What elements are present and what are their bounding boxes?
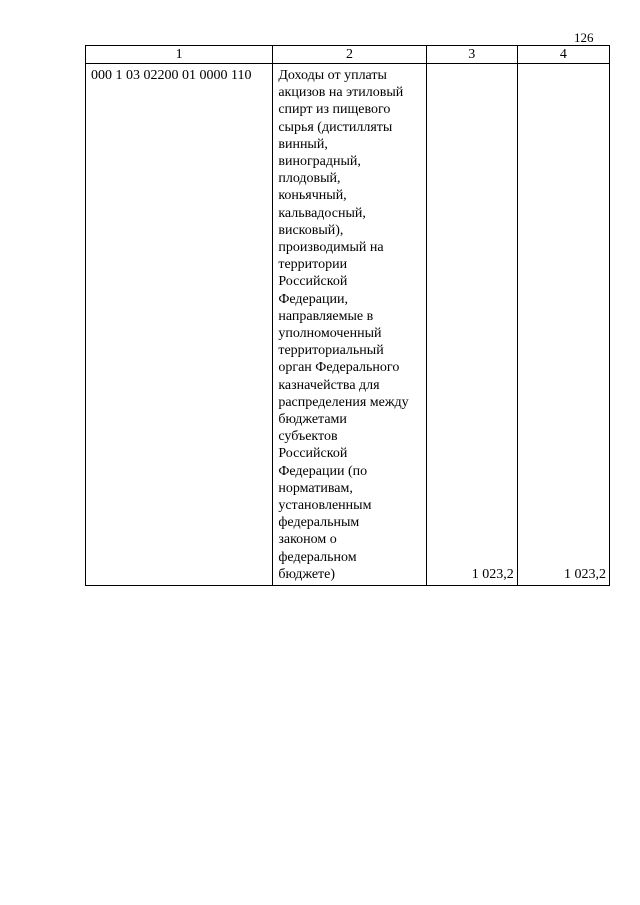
description-line: территории <box>278 257 348 273</box>
column-header-2: 2 <box>273 46 426 64</box>
description-line: Федерации (по <box>278 463 368 479</box>
description-line: производимый на <box>278 240 384 256</box>
description-line: виноградный, <box>278 154 361 170</box>
description-line: Российской <box>278 274 348 290</box>
description-line: кальвадосный, <box>278 205 366 221</box>
description-line: спирт из пищевого <box>278 102 391 118</box>
description-line: федеральным <box>278 515 360 531</box>
description-line: сырья (дистилляты <box>278 119 393 135</box>
description-line: Федерации, <box>278 291 348 307</box>
description-line: коньячный, <box>278 188 347 204</box>
description-line: федеральном <box>278 549 357 565</box>
description-line: направляемые в <box>278 308 374 324</box>
description-line: Доходы от уплаты <box>278 68 387 83</box>
revenue-description <box>273 64 426 586</box>
amount-column-3: 1 023,2 <box>426 64 517 586</box>
column-header-1: 1 <box>86 46 273 64</box>
description-line: уполномоченный <box>278 326 382 342</box>
page-number: 126 <box>574 30 594 45</box>
description-line: винный, <box>278 136 328 152</box>
description-line: бюджетами <box>278 412 347 428</box>
description-line: субъектов <box>278 429 338 445</box>
budget-table <box>85 45 610 586</box>
description-line: висковый), <box>278 222 344 238</box>
description-line: территориальный <box>278 343 384 359</box>
description-line: Российской <box>278 446 348 462</box>
column-header-4: 4 <box>517 46 609 64</box>
table-header-row <box>86 46 610 64</box>
description-line: акцизов на этиловый <box>278 85 404 101</box>
description-line: казначейства для <box>278 377 380 393</box>
description-line: законом о <box>278 532 337 548</box>
description-line: бюджете) <box>278 566 336 582</box>
description-line: нормативам, <box>278 480 353 496</box>
description-line: распределения между <box>278 394 409 410</box>
description-line: орган Федерального <box>278 360 400 376</box>
amount-column-4: 1 023,2 <box>517 64 609 586</box>
description-line: плодовый, <box>278 171 341 187</box>
table-row <box>86 64 610 586</box>
column-header-3: 3 <box>426 46 517 64</box>
budget-classification-code: 000 1 03 02200 01 0000 110 <box>86 64 273 586</box>
description-line: установленным <box>278 498 372 514</box>
